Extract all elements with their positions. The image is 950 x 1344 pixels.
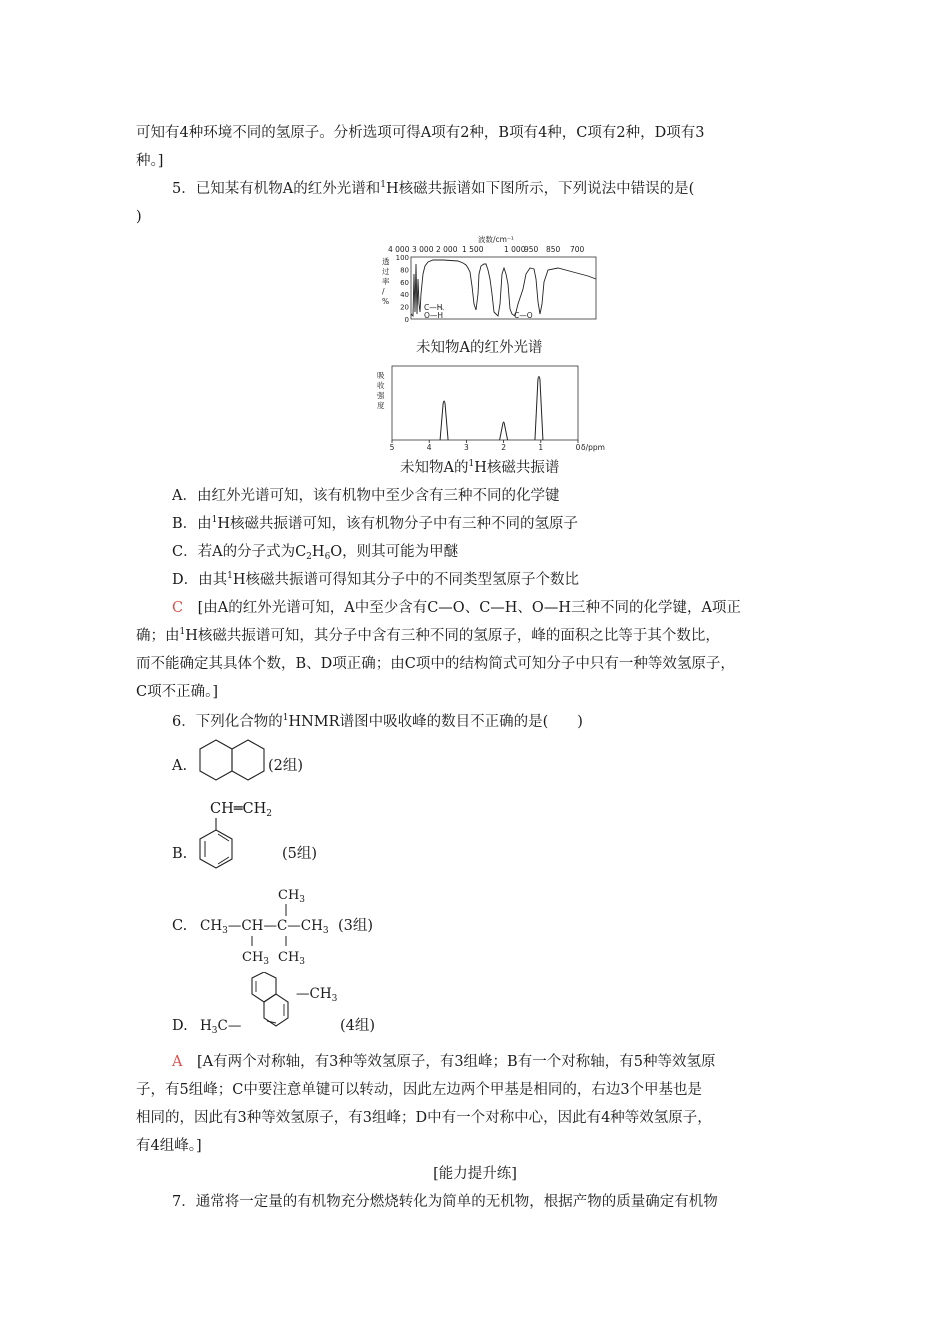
q6-explanation-line-4: 有4组峰。] [136, 1138, 202, 1154]
q6-option-c-main-chain: $CH_3—CH—C—CH_3$ [200, 918, 329, 936]
q6-option-b-groups: (5组) [282, 846, 318, 862]
q6-option-a-label: A. [172, 758, 188, 774]
q5-option-a: A．由红外光谱可知，该有机物中至少含有三种不同的化学键 [172, 488, 560, 504]
ir-y-tick-label: 20 [400, 303, 409, 312]
q5-explanation-line-2: 确；由$^1$H核磁共振谱可知，其分子中含有三种不同的氢原子，峰的面积之比等于其个数比， [136, 627, 720, 644]
nmr-plot-frame [392, 366, 578, 440]
ir-top-tick-label: 1 500 [462, 245, 484, 254]
nmr-y-axis-label-char: 度 [377, 401, 385, 410]
ir-top-tick-label: 2 000 [436, 245, 458, 254]
q6-option-d-right-methyl: $—CH_3$ [296, 986, 338, 1004]
intro-line-1: 可知有4种环境不同的氢原子。分析选项可得A项有2种，B项有4种，C项有2种，D项有3 [136, 125, 705, 141]
ir-y-tick-label: 80 [400, 266, 409, 275]
ir-y-axis-label-char: % [382, 297, 390, 306]
nmr-spectrum-figure [370, 362, 620, 454]
ir-y-axis-label-char: / [382, 287, 385, 296]
q5-stem-paren: ) [136, 209, 142, 225]
q6-option-c-groups: (3组) [338, 918, 374, 934]
q5-option-c: C．若A的分子式为$C_2H_6O$，则其可能为甲醚 [172, 544, 459, 562]
q6-option-b-substituent: $CH═CH_2$ [210, 801, 272, 819]
q7-stem: 7．通常将一定量的有机物充分燃烧转化为简单的无机物，根据产物的质量确定有机物 [172, 1194, 718, 1210]
ir-bond-label-oh: O—H [424, 311, 444, 320]
nmr-caption: 未知物A的$^1$H核磁共振谱 [400, 459, 560, 476]
q6-option-c-bottom-methyl-2: $CH_3$ [278, 950, 306, 967]
section-title: [能力提升练] [433, 1166, 517, 1182]
nmr-x-tick-label: 3 [464, 443, 469, 452]
nmr-peak [440, 401, 448, 440]
ir-bond-label-ch: C—H [424, 303, 443, 312]
q5-explanation-line-1: C [由A的红外光谱可知，A中至少含有C—O、C—H、O—H三种不同的化学键，A项正 [172, 600, 741, 616]
ir-caption: 未知物A的红外光谱 [416, 340, 543, 356]
ir-y-axis-label-char: 过 [382, 267, 390, 276]
ir-top-tick-label: 700 [570, 245, 585, 254]
naphthalene-structure [196, 738, 272, 792]
ir-top-tick-label: 1 000 [504, 245, 526, 254]
q6-option-d-label: D. [172, 1018, 188, 1034]
ir-y-axis-label-char: 透 [382, 257, 390, 266]
q5-answer-letter: C [172, 600, 184, 616]
q5-option-b: B．由$^1$H核磁共振谱可知，该有机物分子中有三种不同的氢原子 [172, 515, 579, 532]
nmr-peak [535, 377, 543, 441]
styrene-ring-structure [196, 818, 240, 876]
ir-top-tick-label: 4 000 [388, 245, 410, 254]
ir-y-tick-label: 60 [400, 278, 409, 287]
ir-top-tick-label: 850 [546, 245, 561, 254]
nmr-y-axis-label-char: 收 [377, 381, 385, 390]
nmr-x-tick-label: 0 [575, 443, 581, 452]
ir-y-tick-label: 0 [404, 316, 409, 324]
q5-explanation-line-3: 而不能确定其具体个数，B、D项正确；由C项中的结构简式可知分子中只有一种等效氢原子， [136, 656, 735, 672]
q6-option-c-top-methyl: $CH_3$ [278, 888, 306, 905]
ir-top-tick-label: 3 000 [412, 245, 434, 254]
ir-top-tick-label: 950 [524, 245, 539, 254]
q6-option-b-label: B. [172, 846, 188, 862]
q6-option-a-groups: (2组) [268, 758, 304, 774]
ir-spectrum-figure [378, 234, 608, 332]
ir-y-axis-label-char: 率 [382, 277, 390, 286]
ir-y-tick-label: 40 [400, 291, 409, 300]
q6-answer-letter: A [172, 1054, 183, 1070]
nmr-x-axis-label: δ/ppm [581, 443, 605, 452]
q5-option-d: D．由其$^1$H核磁共振谱可得知其分子中的不同类型氢原子个数比 [172, 571, 580, 588]
nmr-y-axis-label-char: 强 [377, 391, 385, 400]
q6-option-d-groups: (4组) [340, 1018, 376, 1034]
nmr-peak [500, 422, 508, 440]
ir-y-tick-label: 100 [395, 254, 409, 262]
q6-option-c-bonds [240, 904, 300, 948]
ir-top-axis-label: 波数/cm⁻¹ [478, 235, 514, 244]
q6-explanation-line-3: 相同的，因此有3种等效氢原子，有3组峰；D中有一个对称中心，因此有4种等效氢原子， [136, 1110, 712, 1126]
dimethylnaphthalene-structure [238, 972, 300, 1038]
q6-option-c-bottom-methyl-1: $CH_3$ [242, 950, 270, 967]
q6-option-d-left-methyl: $H_3C—$ [200, 1018, 242, 1036]
intro-line-2: 种。] [136, 153, 164, 169]
q6-explanation-line-2: 子，有5组峰；C中要注意单键可以转动，因此左边两个甲基是相同的，右边3个甲基也是 [136, 1082, 703, 1098]
nmr-x-tick-label: 1 [538, 443, 544, 452]
ir-bond-label-co: C—O [514, 311, 533, 320]
q6-stem: 6．下列化合物的$^1$HNMR谱图中吸收峰的数目不正确的是( ) [172, 713, 583, 730]
nmr-x-tick-label: 2 [501, 443, 506, 452]
q6-explanation-line-1: A [A有两个对称轴，有3种等效氢原子，有3组峰；B有一个对称轴，有5种等效氢原 [172, 1054, 716, 1070]
q5-stem: 5．已知某有机物A的红外光谱和$^1$H核磁共振谱如下图所示，下列说法中错误的是( [172, 180, 695, 197]
q5-explanation-line-4: C项不正确。] [136, 684, 219, 700]
q6-option-c-label: C. [172, 918, 188, 934]
nmr-x-tick-label: 5 [389, 443, 395, 452]
nmr-x-tick-label: 4 [426, 443, 432, 452]
nmr-y-axis-label-char: 吸 [377, 371, 385, 380]
